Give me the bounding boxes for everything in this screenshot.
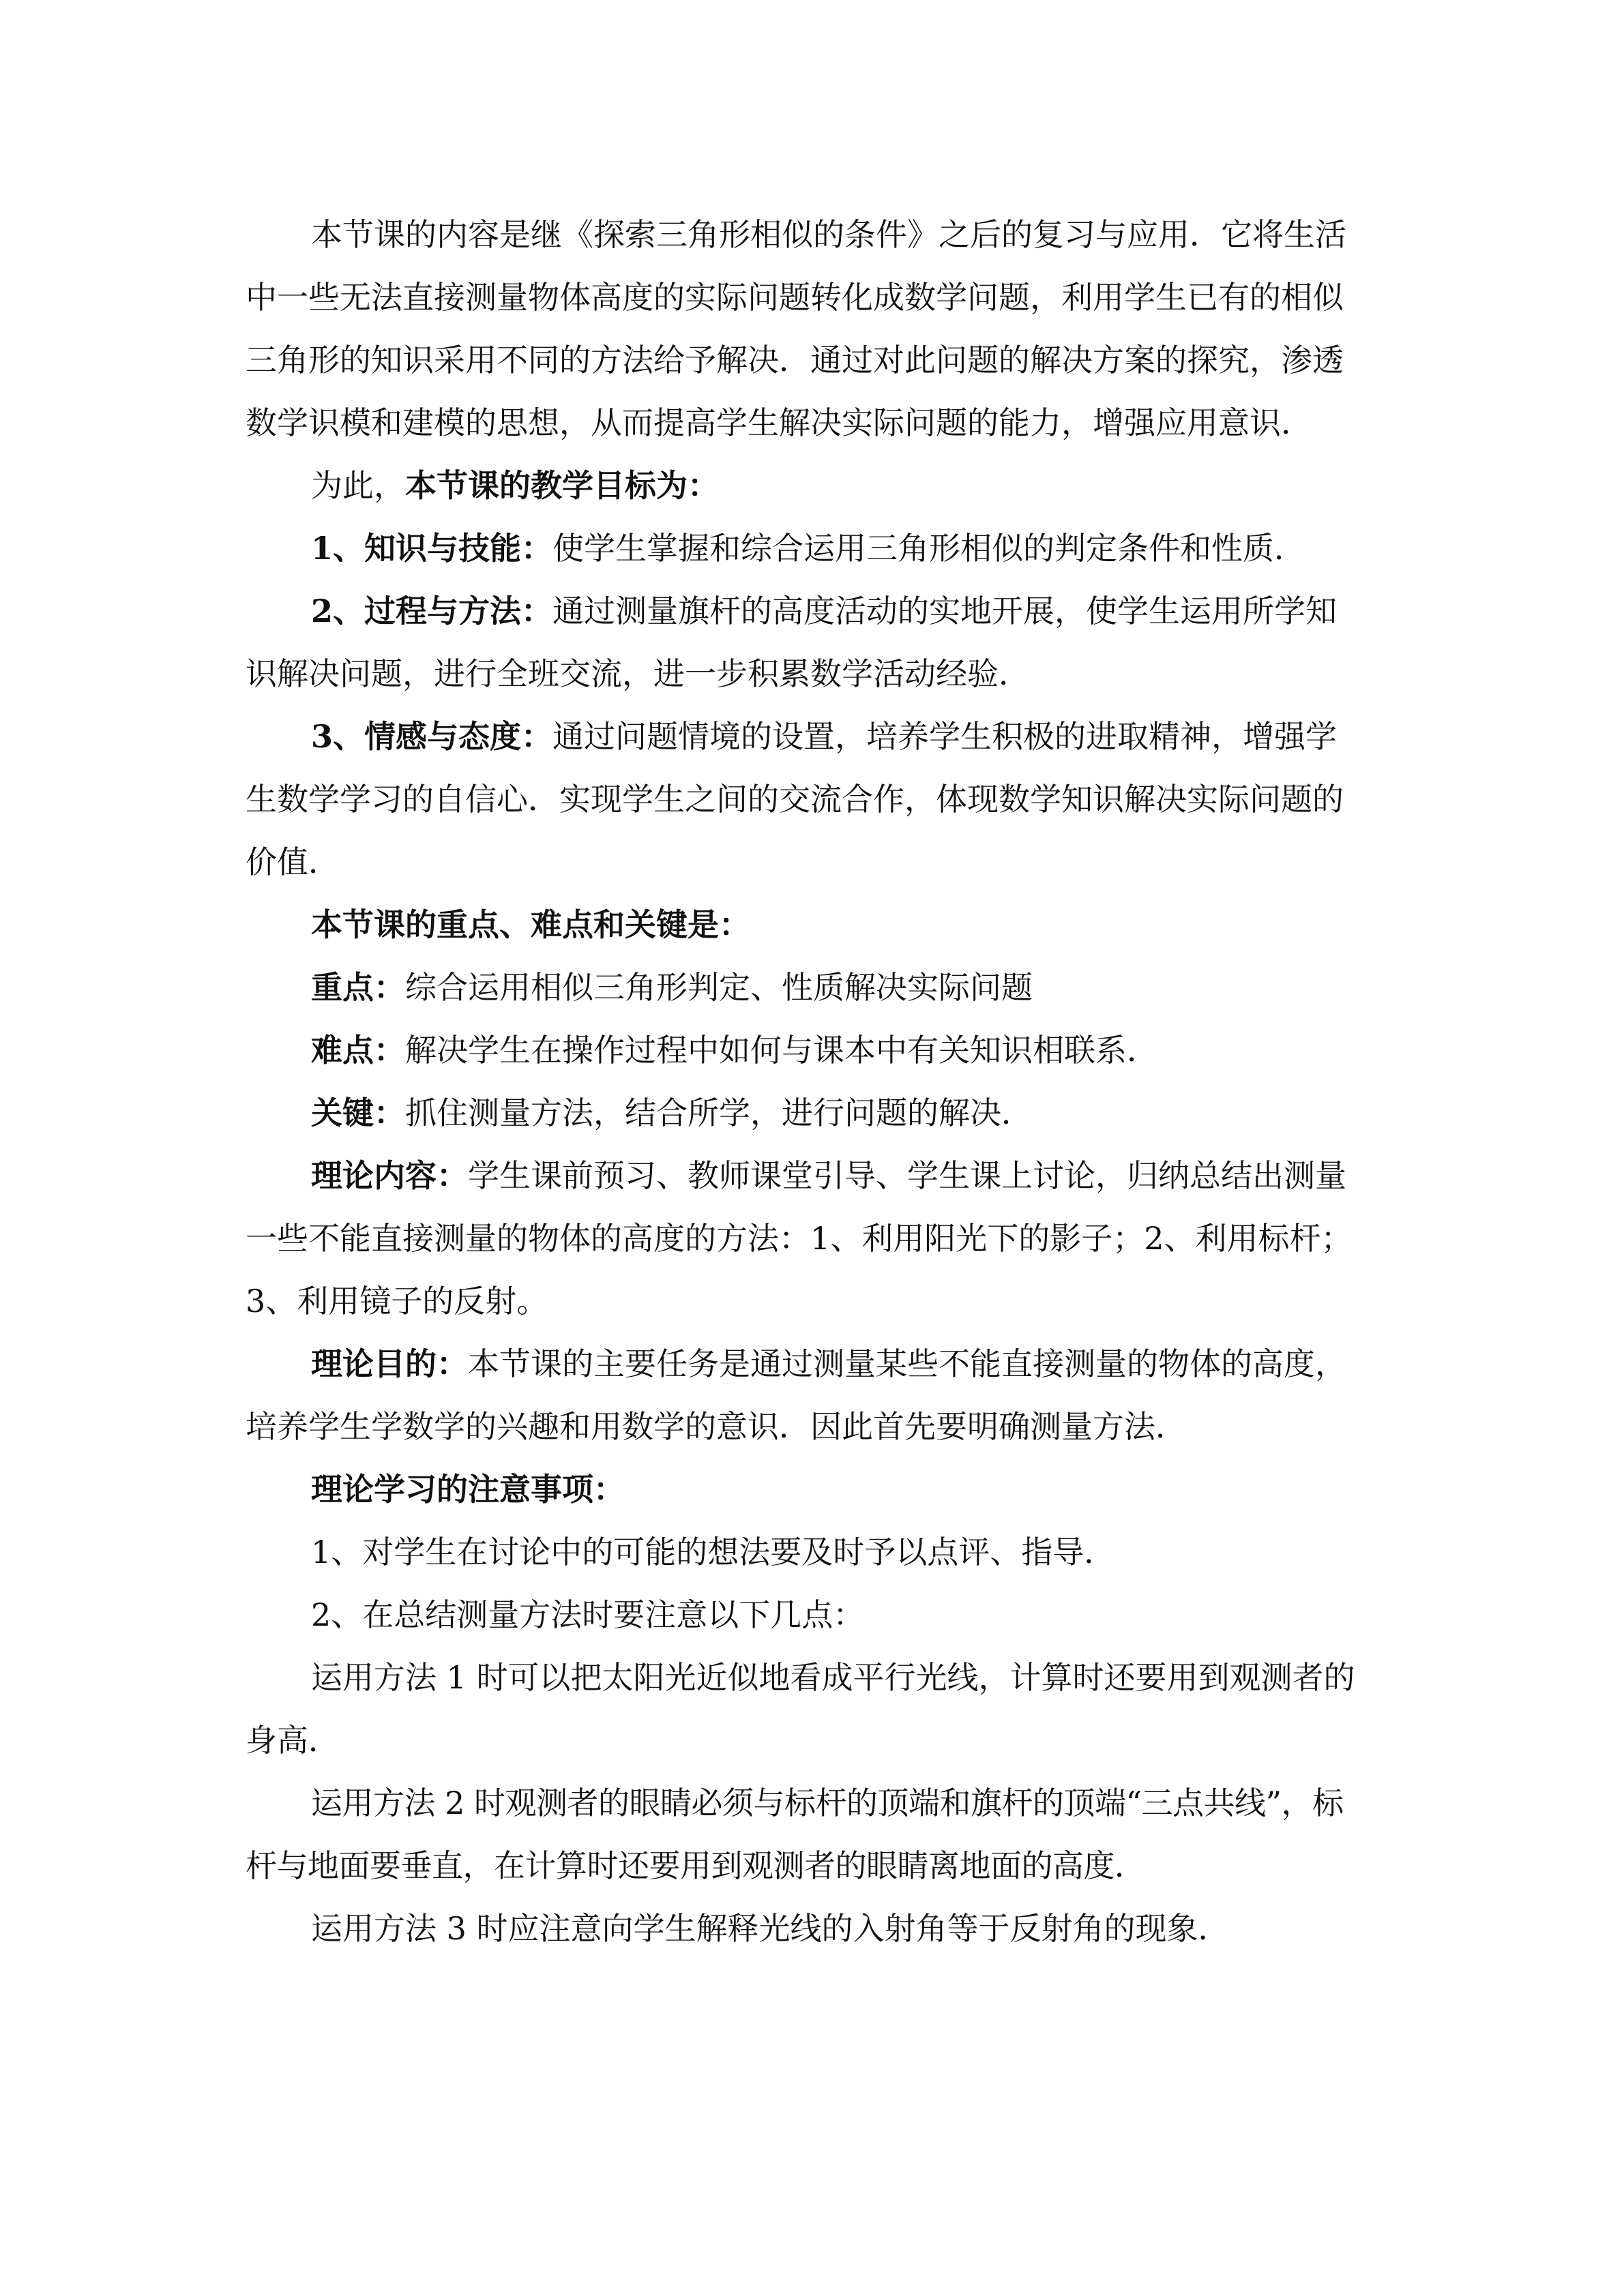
- method-2-paragraph: [246, 1772, 1364, 1897]
- theory-content-label: 理论内容：: [311, 1157, 468, 1194]
- note-2-text: 2、在总结测量方法时要注意以下几点：: [311, 1596, 865, 1633]
- key-point-label: 重点：: [311, 969, 405, 1006]
- theory-goal-paragraph: [246, 1332, 1364, 1458]
- goals-intro-lead: 为此，: [311, 467, 405, 504]
- goal-1-label: 1、知识与技能：: [311, 530, 553, 567]
- note-1-text: 1、对学生在讨论中的可能的想法要及时予以点评、指导．: [311, 1534, 1116, 1570]
- difficulty-paragraph: [246, 1019, 1364, 1082]
- goal-1-paragraph: [246, 517, 1364, 580]
- goals-heading: 本节课的教学目标为：: [405, 467, 719, 504]
- crux-text: 抓住测量方法，结合所学，进行问题的解决．: [405, 1094, 1033, 1131]
- goal-3-label: 3、情感与态度：: [311, 718, 553, 755]
- key-point-text: 综合运用相似三角形判定、性质解决实际问题: [405, 969, 1033, 1006]
- intro-text: 本节课的内容是继《探索三角形相似的条件》之后的复习与应用．它将生活中一些无法直接测量物体高度的实际问题转化成数学问题，利用学生已有的相似三角形的知识采用不同的方法给予解决．通过对此问题的解决方案的探究，渗透数学识模和建模的思想，从而提高学生解决实际问题的能力，增强应用意识．: [246, 216, 1346, 441]
- document-body: [246, 203, 1364, 1960]
- difficulty-label: 难点：: [311, 1032, 405, 1069]
- method-3-text: 运用方法 3 时应注意向学生解释光线的入射角等于反射角的现象．: [311, 1910, 1230, 1947]
- method-2-text: 运用方法 2 时观测者的眼睛必须与标杆的顶端和旗杆的顶端“三点共线”，标杆与地面要垂直，在计算时还要用到观测者的眼睛离地面的高度．: [246, 1785, 1344, 1884]
- theory-goal-text: 本节课的主要任务是通过测量某些不能直接测量的物体的高度，培养学生学数学的兴趣和用数学的意识．因此首先要明确测量方法．: [246, 1345, 1346, 1445]
- goal-2-label: 2、过程与方法：: [311, 593, 553, 629]
- goal-3-text: 通过问题情境的设置，培养学生积极的进取精神，增强学生数学学习的自信心．实现学生之间的交流合作，体现数学知识解决实际问题的价值．: [246, 718, 1344, 880]
- goal-2-paragraph: [246, 580, 1364, 705]
- crux-paragraph: [246, 1082, 1364, 1144]
- method-1-paragraph: [246, 1646, 1364, 1772]
- method-3-paragraph: [246, 1897, 1364, 1960]
- intro-paragraph: [246, 203, 1364, 454]
- difficulty-text: 解决学生在操作过程中如何与课本中有关知识相联系．: [405, 1032, 1158, 1069]
- goal-3-paragraph: [246, 705, 1364, 893]
- notes-heading-paragraph: [246, 1458, 1364, 1521]
- focus-heading-paragraph: [246, 893, 1364, 956]
- goals-intro-paragraph: [246, 454, 1364, 517]
- goal-1-text: 使学生掌握和综合运用三角形相似的判定条件和性质．: [552, 530, 1306, 567]
- goal-2-text: 通过测量旗杆的高度活动的实地开展，使学生运用所学知识解决问题，进行全班交流，进一步积累数学活动经验．: [246, 593, 1338, 692]
- crux-label: 关键：: [311, 1094, 405, 1131]
- theory-goal-label: 理论目的：: [311, 1345, 468, 1382]
- note-2-paragraph: [246, 1583, 1364, 1646]
- theory-content-text: 学生课前预习、教师课堂引导、学生课上讨论，归纳总结出测量一些不能直接测量的物体的高度的方法：1、利用阳光下的影子；2、利用标杆；3、利用镜子的反射。: [246, 1157, 1353, 1320]
- method-1-text: 运用方法 1 时可以把太阳光近似地看成平行光线，计算时还要用到观测者的身高．: [246, 1659, 1355, 1759]
- note-1-paragraph: [246, 1521, 1364, 1583]
- key-point-paragraph: [246, 956, 1364, 1019]
- notes-heading: 理论学习的注意事项：: [311, 1471, 625, 1508]
- theory-content-paragraph: [246, 1144, 1364, 1332]
- focus-heading: 本节课的重点、难点和关键是：: [311, 906, 750, 943]
